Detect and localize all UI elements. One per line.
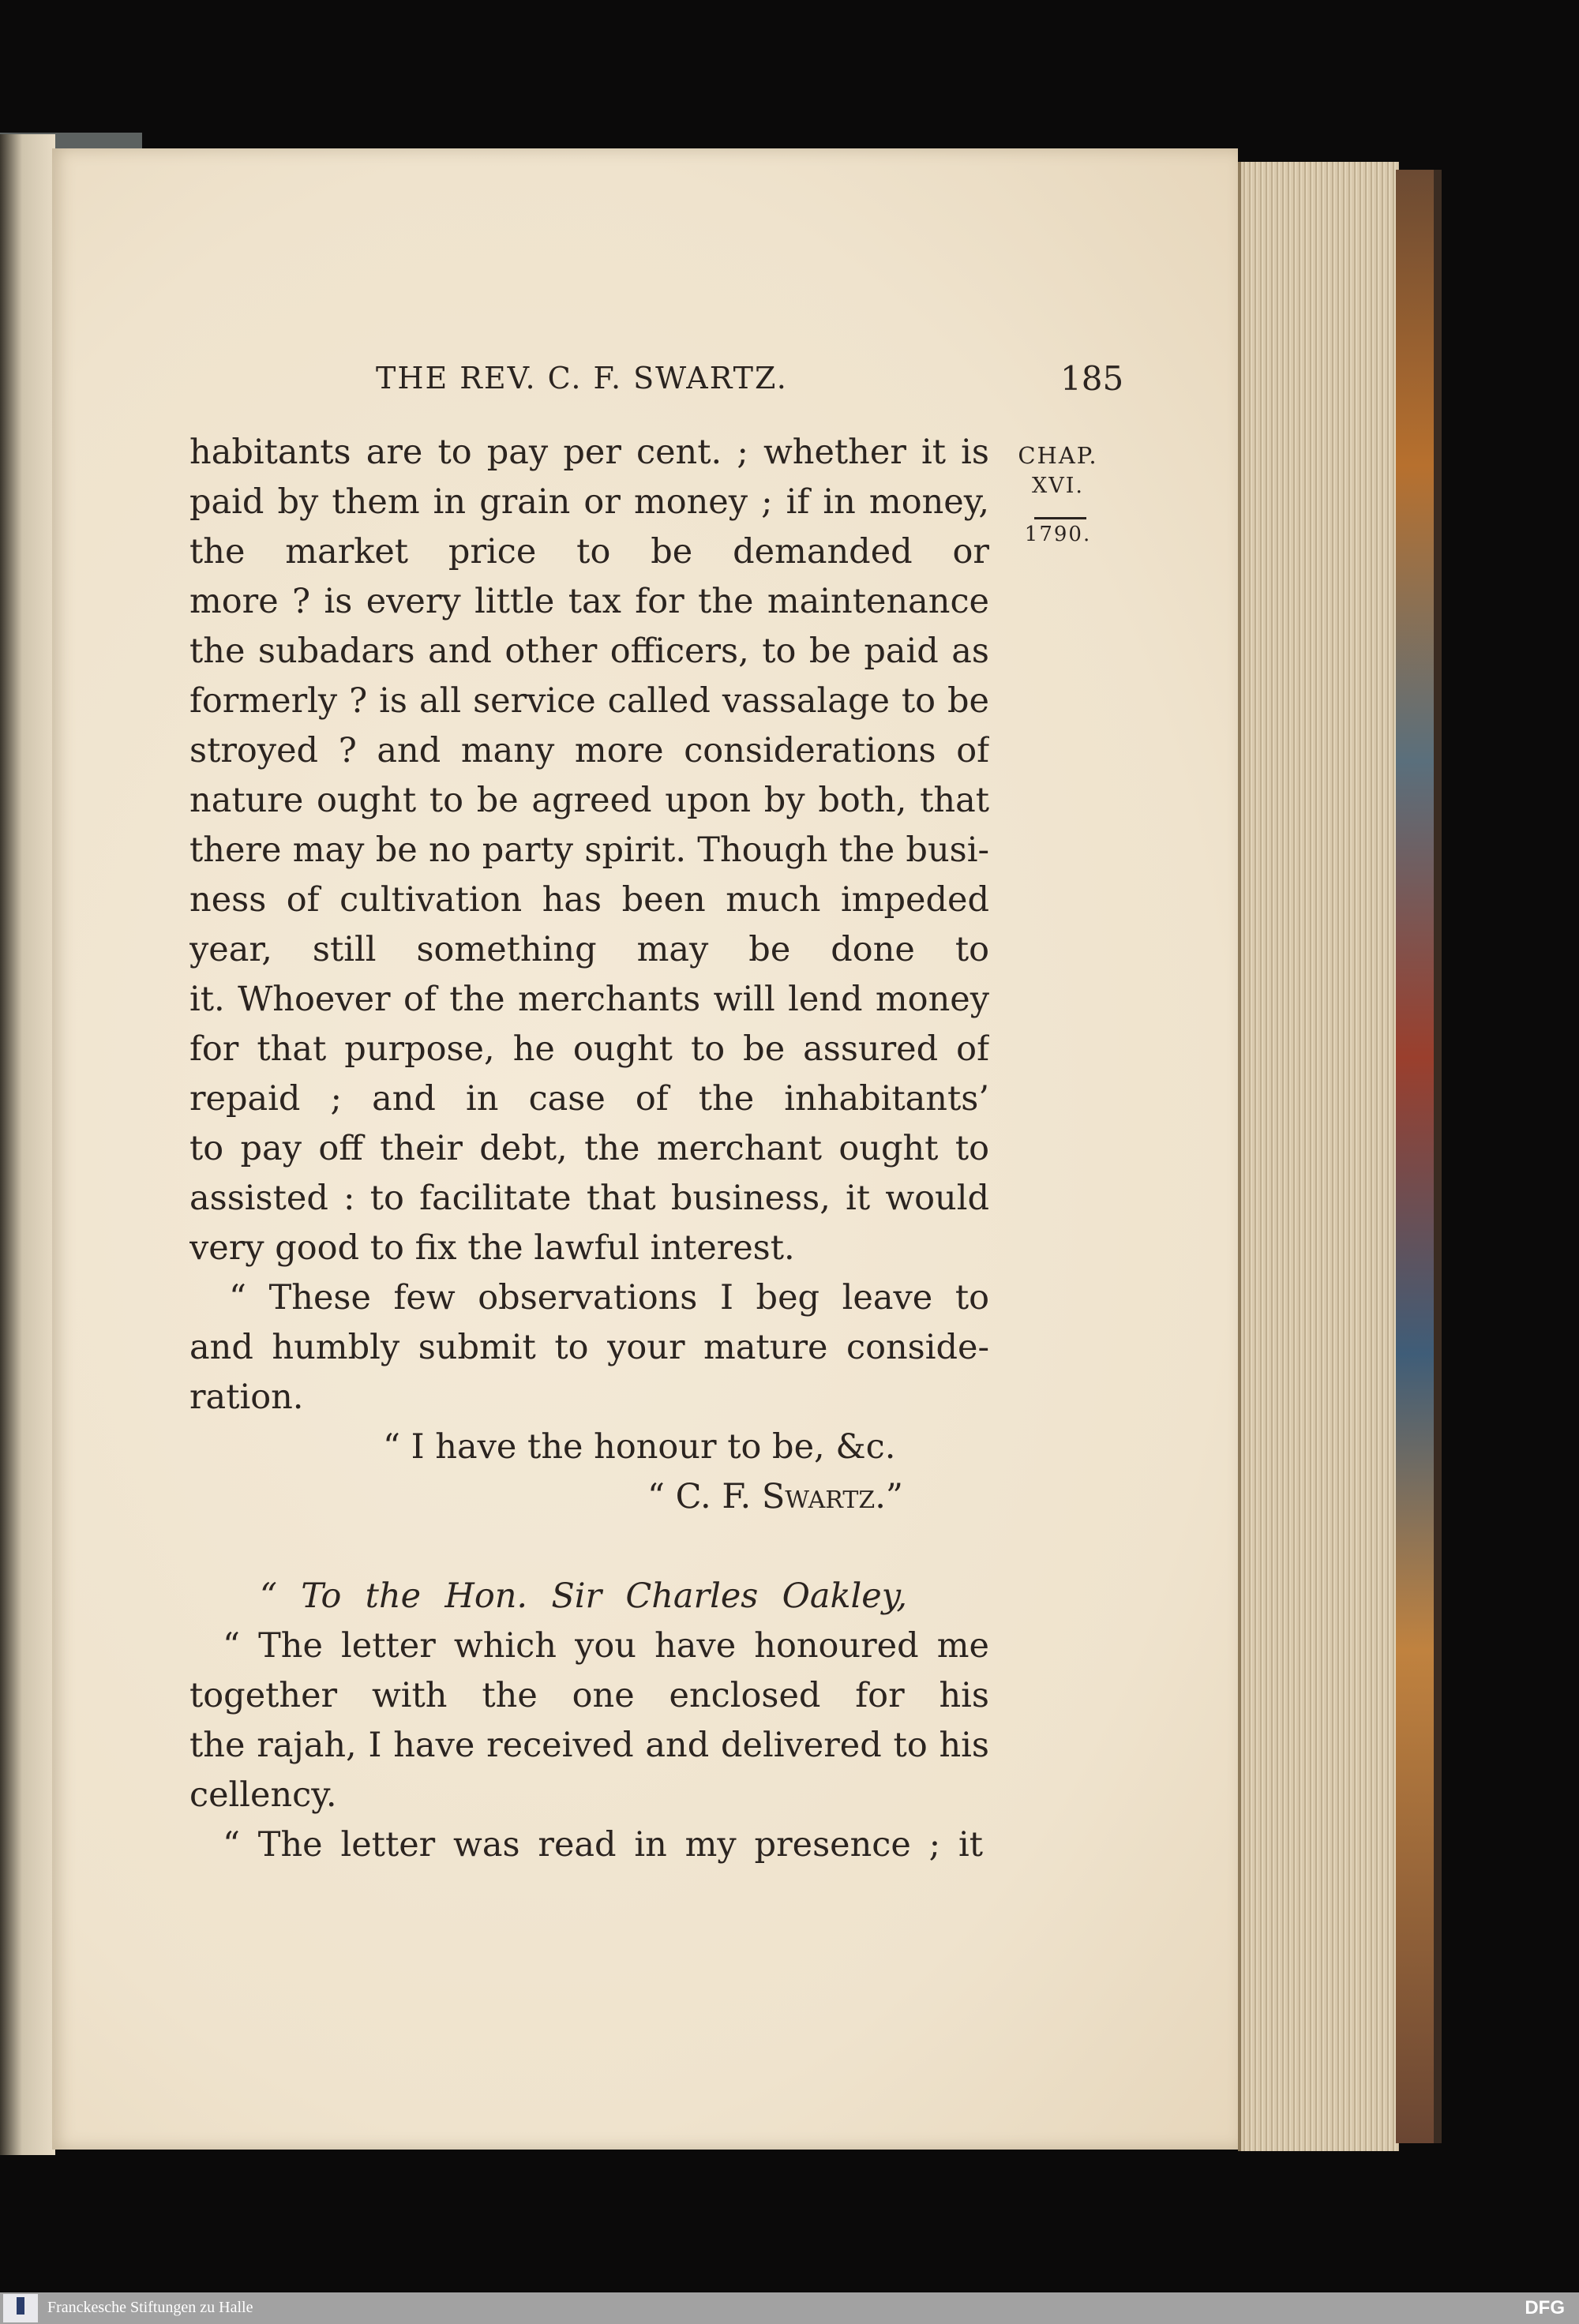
text-line: “ The letter was read in my presence ; it <box>223 1825 983 1865</box>
text-line: ness of cultivation has been much impeded <box>189 880 989 920</box>
text-line: nature ought to be agreed upon by both, that <box>189 781 989 820</box>
text-line: very good to fix the lawful interest. <box>189 1228 795 1268</box>
running-head: THE REV. C. F. SWARTZ. <box>376 361 788 395</box>
marbled-cover-edge <box>1396 170 1434 2143</box>
text-line: more ? is every little tax for the maintenance <box>189 582 989 621</box>
text-line: and humbly submit to your mature conside- <box>189 1328 989 1367</box>
text-line: paid by them in grain or money ; if in money, <box>189 482 989 522</box>
institution-name: Franckesche Stiftungen zu Halle <box>47 2299 253 2316</box>
text-line: it. Whoever of the merchants will lend money <box>189 980 989 1019</box>
text-line: ration. <box>189 1378 304 1417</box>
institution-logo-icon <box>3 2294 38 2322</box>
text-line: assisted : to facilitate that business, it would <box>189 1179 989 1218</box>
text-line: stroyed ? and many more considerations of <box>189 731 989 770</box>
text-line: repaid ; and in case of the inhabitants’ <box>189 1079 989 1119</box>
dfg-logo: DFG <box>1525 2297 1565 2318</box>
text-line: “ C. F. Swartz.” <box>647 1477 903 1516</box>
margin-chap: CHAP. <box>1018 442 1098 469</box>
left-page-edge <box>0 134 55 2155</box>
text-line: year, still something may be done to <box>189 930 989 969</box>
margin-year: 1790. <box>1024 523 1092 546</box>
text-line: to pay off their debt, the merchant ought to <box>189 1129 989 1168</box>
text-line: together with the one enclosed for his <box>189 1676 989 1715</box>
text-line: “ The letter which you have honoured me <box>223 1626 989 1666</box>
text-line: “ These few observations I beg leave to <box>229 1278 989 1318</box>
page-number: 185 <box>1060 359 1124 398</box>
text-line: cellency. <box>189 1775 337 1815</box>
text-line: habitants are to pay per cent. ; whether it is <box>189 433 989 472</box>
margin-rule <box>1034 517 1086 519</box>
margin-chapter-numeral: XVI. <box>1032 474 1084 498</box>
text-line: there may be no party spirit. Though the busi- <box>189 830 989 870</box>
text-line: the subadars and other officers, to be paid as <box>189 632 989 671</box>
text-line: the market price to be demanded or <box>189 532 989 572</box>
text-line: the rajah, I have received and delivered to his <box>189 1726 989 1765</box>
text-line: formerly ? is all service called vassalage to be <box>189 681 989 721</box>
text-line: “ I have the honour to be, &c. <box>383 1427 896 1467</box>
page-fore-edge <box>1238 162 1399 2151</box>
text-line: for that purpose, he ought to be assured of <box>189 1029 989 1069</box>
cover-board <box>1434 170 1442 2143</box>
footer-bar <box>0 2292 1579 2324</box>
text-line: “ To the Hon. Sir Charles Oakley, <box>260 1576 907 1616</box>
